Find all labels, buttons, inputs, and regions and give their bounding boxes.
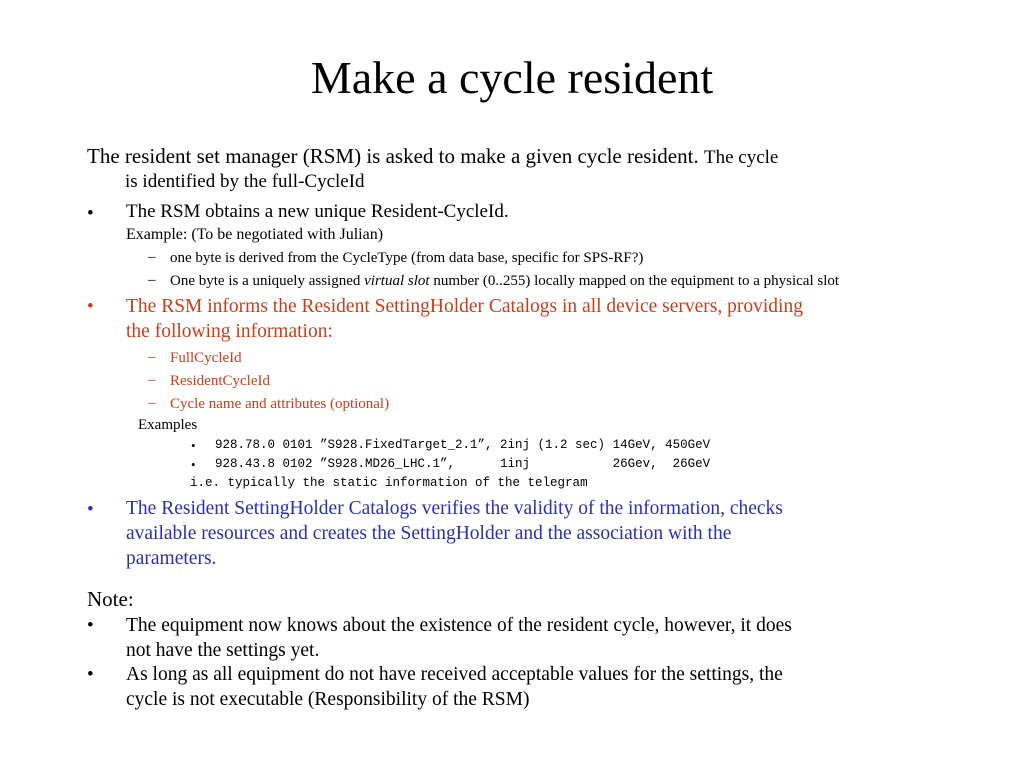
bullet-3-line-1: The Resident SettingHolder Catalogs verifies the validity of the information, checks	[126, 498, 783, 519]
sub-dash: –	[148, 249, 156, 265]
bullet-1-example: Example: (To be negotiated with Julian)	[126, 226, 384, 243]
note-item-1-line-2: not have the settings yet.	[126, 640, 320, 661]
example-bullet: •	[191, 457, 196, 472]
bullet-marker: •	[87, 296, 94, 317]
intro-paragraph	[87, 144, 937, 194]
examples-label: Examples	[138, 417, 198, 433]
sub-item-post: number (0..255) locally mapped on the equipment to a physical slot	[429, 273, 840, 289]
example-bullet: •	[191, 438, 196, 453]
bullet-marker: •	[87, 203, 94, 224]
sub-item-virtual-slot	[170, 272, 839, 291]
intro-line-1	[87, 144, 937, 170]
bullet-marker: •	[87, 499, 94, 520]
note-item-2-line-2: cycle is not executable (Responsibility of the RSM)	[126, 689, 530, 710]
bullet-1-text: The RSM obtains a new unique Resident-CycleId.	[126, 201, 509, 222]
note-label: Note:	[87, 587, 134, 611]
bullet-3-line-3: parameters.	[126, 548, 217, 569]
sub-dash: –	[148, 272, 156, 288]
intro-line-2: is identified by the full-CycleId	[125, 171, 365, 192]
intro-text: The resident set manager (RSM) is asked to make a given cycle resident.	[87, 144, 699, 168]
sub-item-fullcycleid: FullCycleId	[170, 350, 242, 366]
sub-dash: –	[148, 395, 156, 411]
note-item-1-line-1: The equipment now knows about the existence of the resident cycle, however, it does	[126, 615, 792, 636]
sub-dash: –	[148, 349, 156, 365]
example-note: i.e. typically the static information of the telegram	[190, 476, 588, 490]
slide-title: Make a cycle resident	[310, 52, 714, 103]
bullet-3-line-2: available resources and creates the SettingHolder and the association with the	[126, 523, 732, 544]
sub-item-cycletype: one byte is derived from the CycleType (from data base, specific for SPS-RF?)	[170, 250, 644, 266]
bullet-2-line-2: the following information:	[126, 321, 333, 342]
intro-text-small: The cycle	[703, 147, 779, 168]
example-line-2: 928.43.8 0102 ”S928.MD26_LHC.1”, 1inj 26Gev, 26GeV	[215, 457, 711, 471]
sub-item-pre: One byte is a uniquely assigned	[170, 273, 365, 289]
example-line-1: 928.78.0 0101 ”S928.FixedTarget_2.1”, 2inj (1.2 sec) 14GeV, 450GeV	[215, 438, 711, 452]
sub-item-cycle-name: Cycle name and attributes (optional)	[170, 396, 390, 412]
sub-dash: –	[148, 372, 156, 388]
note-item-2-line-1: As long as all equipment do not have received acceptable values for the settings, the	[126, 664, 783, 685]
bullet-marker: •	[87, 664, 94, 685]
bullet-marker: •	[87, 615, 94, 636]
sub-item-residentcycleid: ResidentCycleId	[170, 373, 270, 389]
sub-item-italic: virtual slot	[364, 273, 430, 289]
bullet-2-line-1: The RSM informs the Resident SettingHolder Catalogs in all device servers, providing	[126, 296, 803, 317]
